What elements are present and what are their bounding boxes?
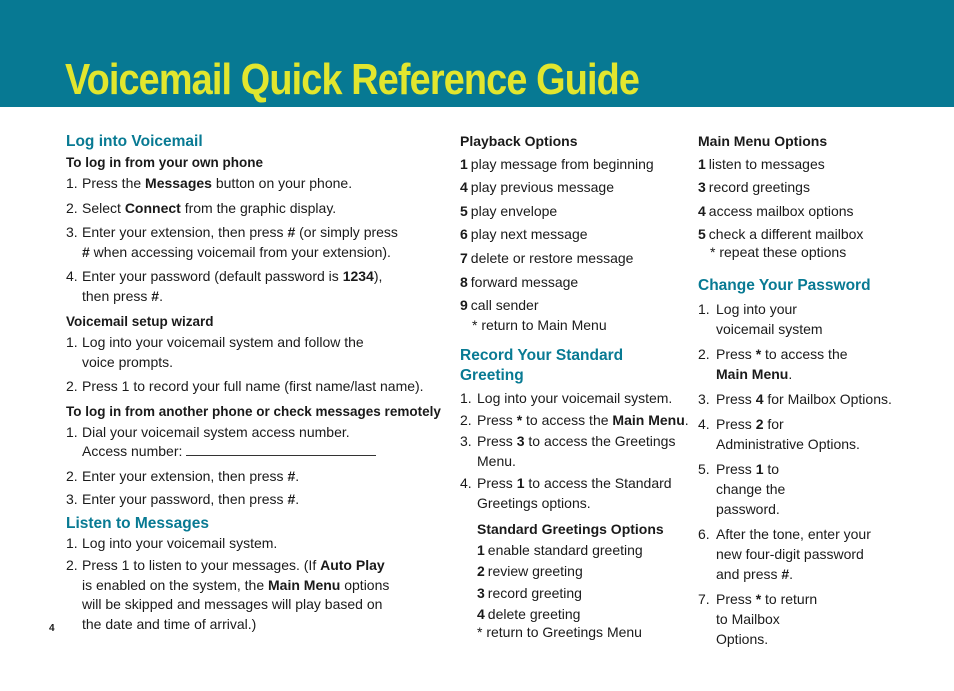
greeting-option	[477, 540, 690, 560]
option-label: play envelope	[470, 202, 558, 219]
option-key: 1	[477, 541, 485, 558]
main-menu-option	[698, 224, 938, 244]
option-label: record greeting	[487, 584, 582, 601]
option-label: check a different mailbox	[708, 226, 864, 242]
option-key: 4	[477, 606, 485, 623]
playback-option	[460, 154, 690, 174]
option-label: play previous message	[470, 179, 614, 196]
option-key: 1	[460, 155, 468, 172]
list-item: 1. Dial your voicemail system access number. Access number:	[66, 423, 436, 462]
list-item: 4. Press 1 to access the Standard Greetings options.	[460, 475, 672, 511]
list-item: 3. Enter your extension, then press # (or simply press # when accessing voicemail from your extension).	[66, 224, 398, 260]
title-banner	[0, 0, 954, 107]
option-label: listen to messages	[708, 155, 825, 172]
option-key: 3	[477, 584, 485, 601]
list-item: 1. Log into your voicemail system	[698, 301, 823, 337]
option-label: record greetings	[708, 179, 810, 195]
option-key: 9	[460, 297, 468, 314]
option-label: call sender	[470, 297, 539, 314]
option-label: access mailbox options	[708, 202, 854, 219]
option-label: delete greeting	[487, 606, 581, 623]
section-heading-record-greeting: Record Your Standard Greeting	[460, 347, 624, 385]
section-heading-change-password: Change Your Password	[698, 277, 871, 294]
section-heading-log-into-voicemail: Log into Voicemail	[66, 133, 203, 150]
change-password-steps	[698, 299, 938, 649]
list-item: 2. Press 1 to listen to your messages. (If Auto Play is enabled on the system, the Main Menu options will be skipped and messages will play based on the date and time of arrival.)	[66, 557, 390, 632]
greeting-option	[477, 583, 690, 603]
greeting-option	[477, 561, 690, 581]
column-right	[698, 132, 938, 649]
main-menu-option	[698, 154, 938, 174]
option-key: 8	[460, 273, 468, 290]
list-item: 7. Press * to return to Mailbox Options.	[698, 591, 818, 647]
option-key: 5	[698, 226, 706, 242]
playback-option	[460, 272, 690, 292]
list-item: 2. Press * to access the Main Menu.	[698, 346, 848, 382]
list-item: 2. Press 1 to record your full name (first name/last name).	[66, 378, 424, 394]
option-key: 1	[698, 155, 706, 172]
option-key: 4	[698, 202, 706, 219]
option-label: review greeting	[487, 563, 583, 580]
playback-star-option: * return to Main Menu	[472, 317, 607, 334]
option-label: play message from beginning	[470, 155, 654, 172]
list-item: 2. Enter your extension, then press #.	[66, 467, 300, 484]
list-item: 6. After the tone, enter your new four-digit password and press #.	[698, 526, 871, 582]
list-item: 3. Press 3 to access the Greetings Menu.	[460, 433, 676, 469]
option-key: 4	[460, 179, 468, 196]
option-label: enable standard greeting	[487, 541, 643, 558]
option-key: 2	[477, 563, 485, 580]
list-item: 1. Log into your voicemail system.	[66, 534, 278, 551]
subheading-setup-wizard: Voicemail setup wizard	[66, 314, 214, 329]
main-menu-option	[698, 201, 938, 221]
playback-option	[460, 177, 690, 197]
heading-main-menu-options: Main Menu Options	[698, 133, 828, 149]
column-middle	[460, 132, 690, 641]
list-item: 1. Log into your voicemail system.	[460, 390, 673, 407]
section-heading-listen: Listen to Messages	[66, 514, 209, 532]
option-key: 6	[460, 226, 468, 243]
heading-standard-greetings-options: Standard Greetings Options	[477, 521, 664, 538]
list-item: 1. Log into your voicemail system and follow the voice prompts.	[66, 334, 364, 370]
greeting-star-option: * return to Greetings Menu	[477, 624, 642, 641]
access-number-blank	[186, 442, 376, 456]
heading-playback-options: Playback Options	[460, 133, 578, 149]
page-title: Voicemail Quick Reference Guide	[65, 55, 640, 104]
playback-option	[460, 295, 690, 315]
playback-option	[460, 201, 690, 221]
main-menu-option	[698, 177, 938, 197]
page-number: 4	[49, 623, 55, 634]
playback-options-list	[460, 154, 690, 316]
list-item: 1. Press the Messages button on your phone.	[66, 175, 353, 191]
option-key: 3	[698, 179, 706, 195]
list-item: 3. Press 4 for Mailbox Options.	[698, 391, 892, 407]
list-item: 4. Enter your password (default password is 1234), then press #.	[66, 268, 383, 304]
option-key: 5	[460, 202, 468, 219]
list-item: 3. Enter your password, then press #.	[66, 491, 300, 507]
option-label: delete or restore message	[470, 249, 634, 266]
standard-greetings-options-list	[460, 540, 690, 625]
option-label: play next message	[470, 226, 588, 243]
greeting-option	[477, 604, 690, 624]
playback-option	[460, 224, 690, 244]
option-label: forward message	[470, 273, 579, 290]
main-menu-options-list	[698, 154, 938, 245]
subheading-other-phone: To log in from another phone or check messages remotely	[66, 403, 441, 419]
option-key: 7	[460, 249, 468, 266]
list-item: 5. Press 1 to change the password.	[698, 461, 786, 517]
subheading-own-phone: To log in from your own phone	[66, 155, 263, 170]
column-left	[66, 132, 441, 634]
list-item: 2. Select Connect from the graphic display.	[66, 199, 337, 216]
playback-option	[460, 248, 690, 268]
main-menu-star-option: * repeat these options	[710, 244, 847, 260]
list-item: 4. Press 2 for Administrative Options.	[698, 416, 860, 452]
list-item: 2. Press * to access the Main Menu.	[460, 411, 689, 428]
